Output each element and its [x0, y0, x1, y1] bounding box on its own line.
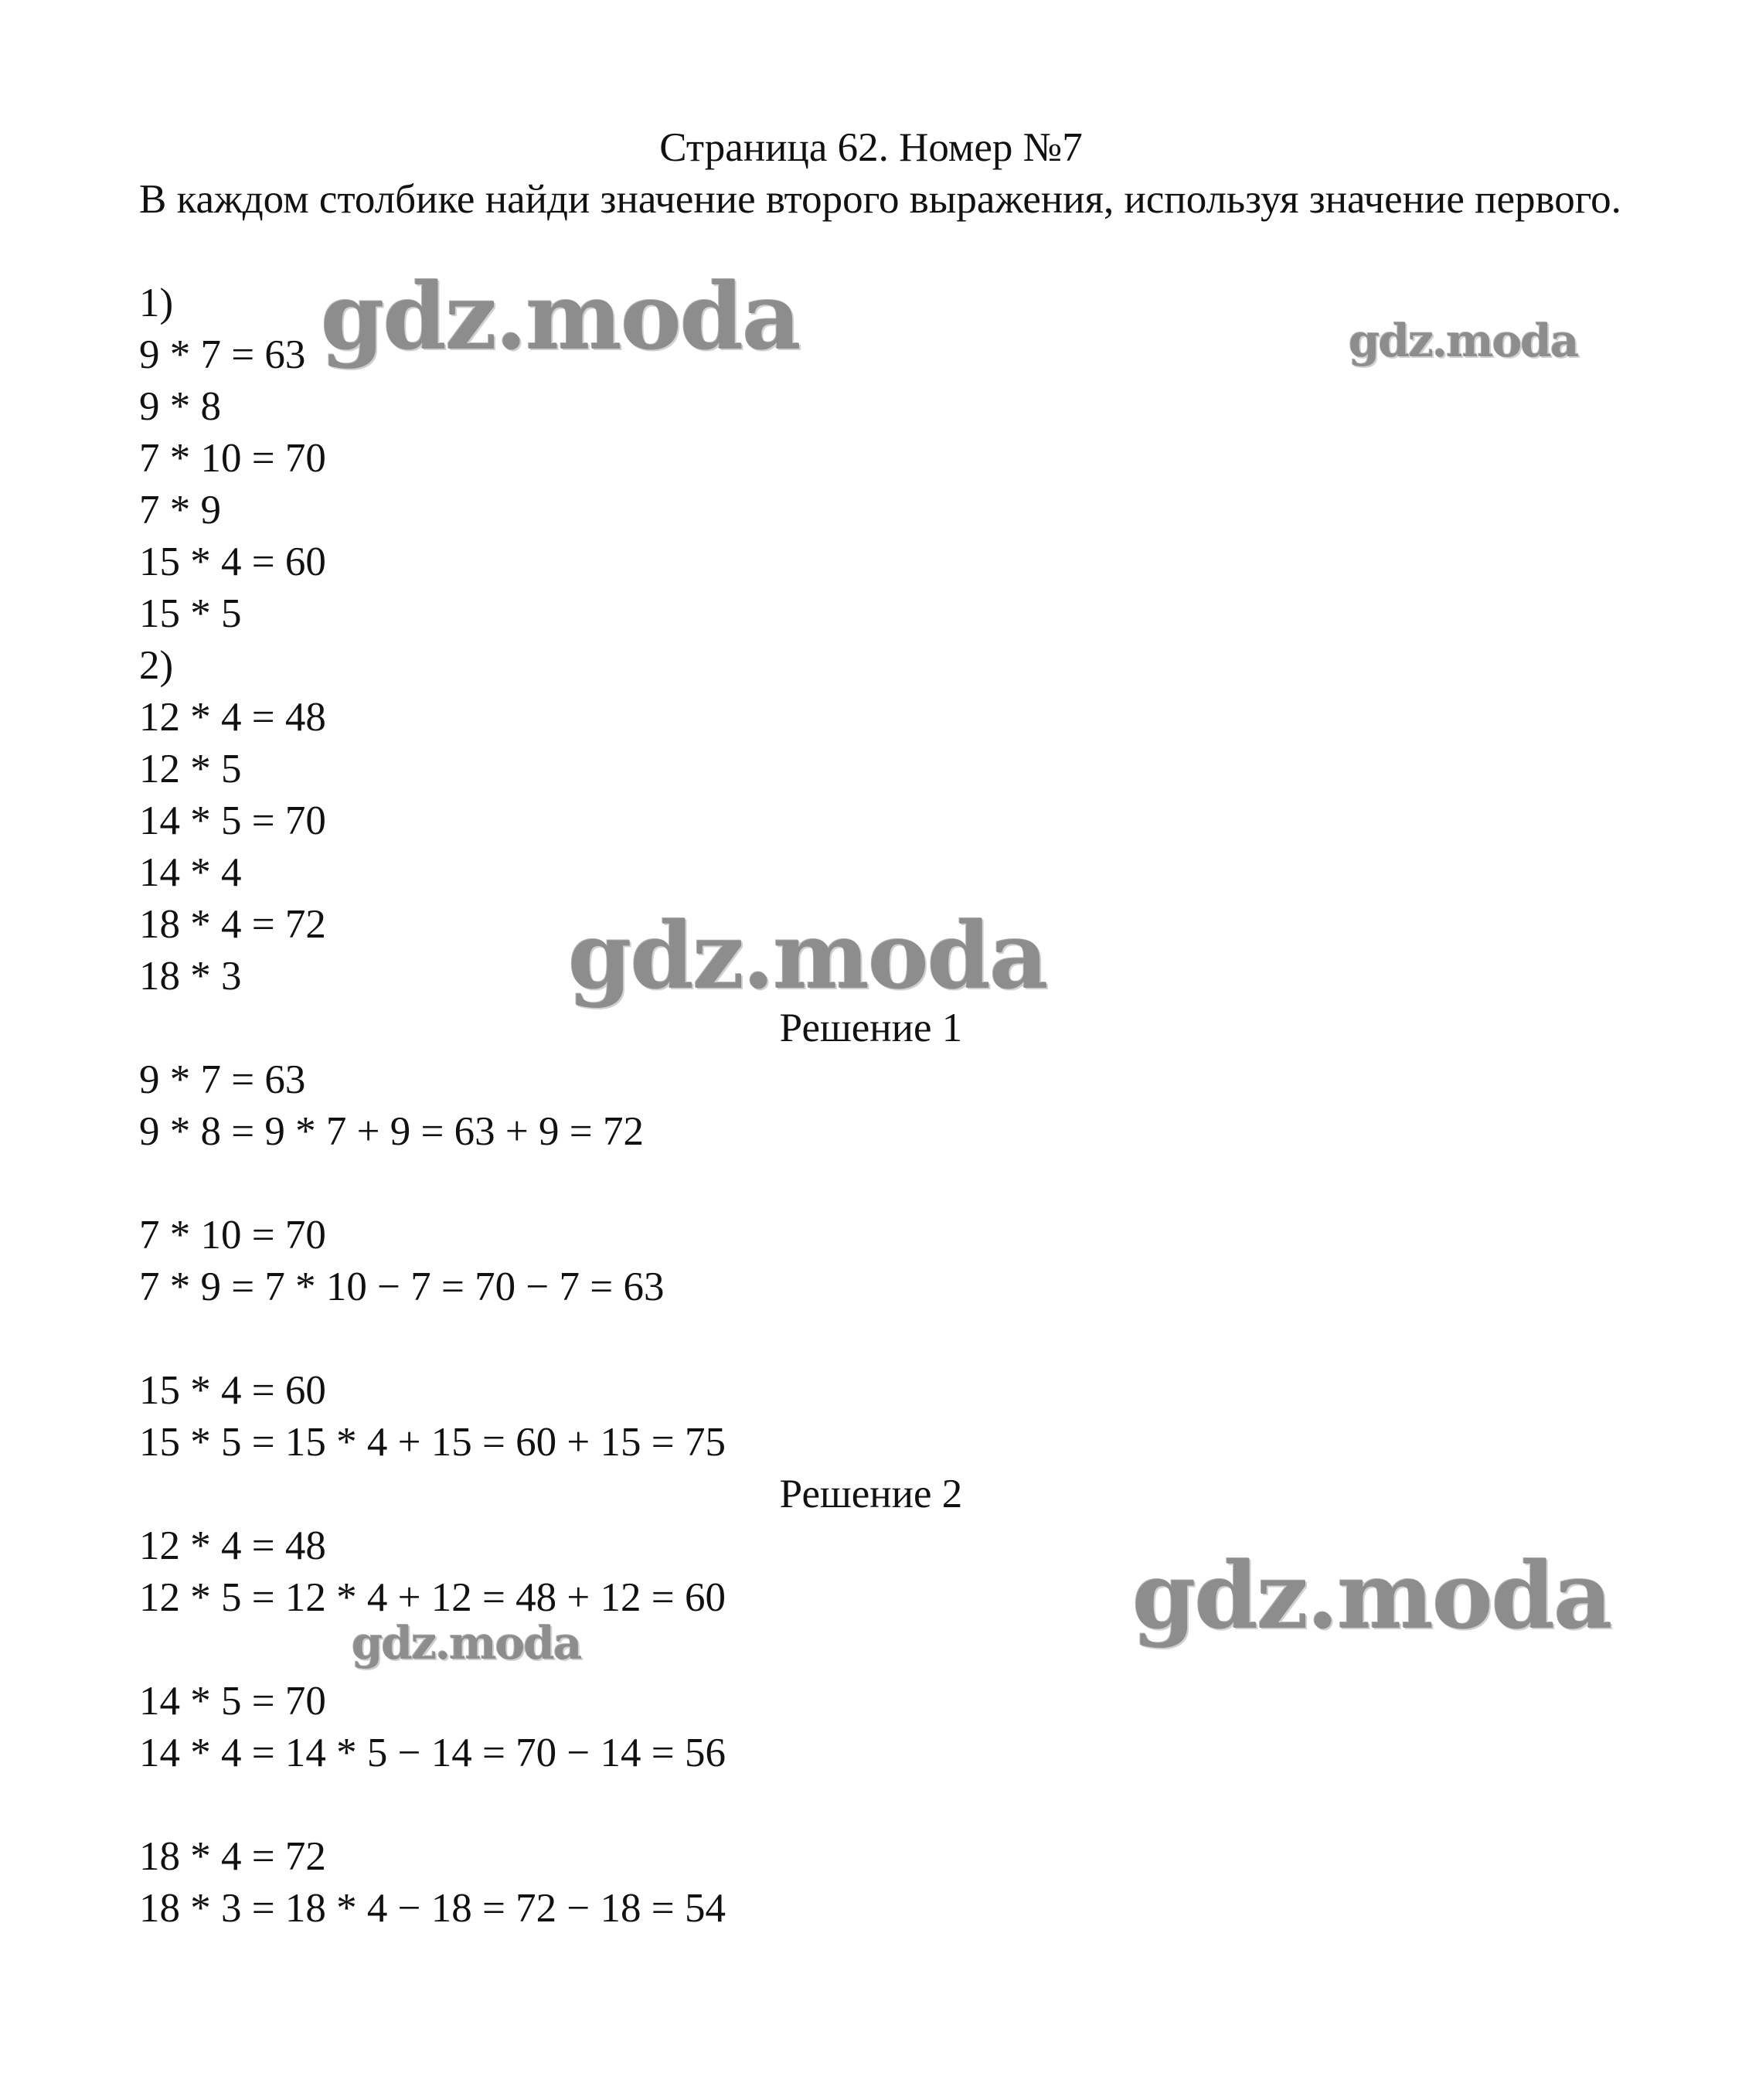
part2-line: 14 * 4	[139, 850, 242, 895]
solution1-heading: Решение 1	[779, 1006, 963, 1050]
watermark-logo: gdz.moda	[352, 1617, 581, 1669]
task-text: В каждом столбике найди значение второго выражения, используя значение первого.	[139, 177, 1621, 222]
part1-line: 15 * 5	[139, 591, 242, 636]
part2-line: 18 * 3	[139, 954, 242, 999]
part1-line: 7 * 10 = 70	[139, 436, 326, 481]
solution2-line: 12 * 5 = 12 * 4 + 12 = 48 + 12 = 60	[139, 1575, 726, 1620]
solution2-heading: Решение 2	[779, 1472, 963, 1516]
part2-line: 18 * 4 = 72	[139, 902, 326, 947]
solution1-line: 15 * 5 = 15 * 4 + 15 = 60 + 15 = 75	[139, 1420, 726, 1465]
part1-line: 7 * 9	[139, 488, 221, 533]
part1-line: 9 * 8	[139, 384, 221, 429]
watermark-logo: gdz.moda	[1132, 1542, 1611, 1649]
solution1-line: 15 * 4 = 60	[139, 1368, 326, 1413]
solution2-line: 18 * 3 = 18 * 4 − 18 = 72 − 18 = 54	[139, 1886, 726, 1931]
part2-line: 14 * 5 = 70	[139, 798, 326, 843]
solution2-line: 18 * 4 = 72	[139, 1834, 326, 1879]
part2-line: 12 * 4 = 48	[139, 695, 326, 740]
part2-line: 12 * 5	[139, 747, 242, 791]
solution1-line: 7 * 9 = 7 * 10 − 7 = 70 − 7 = 63	[139, 1264, 665, 1309]
part1-line: 9 * 7 = 63	[139, 332, 306, 377]
solution2-line: 12 * 4 = 48	[139, 1523, 326, 1568]
solution2-line: 14 * 4 = 14 * 5 − 14 = 70 − 14 = 56	[139, 1731, 726, 1775]
watermark-logo: gdz.moda	[1349, 315, 1578, 367]
watermark-logo: gdz.moda	[321, 263, 800, 370]
part1-label: 1)	[139, 281, 174, 325]
part1-line: 15 * 4 = 60	[139, 539, 326, 584]
solution1-line: 9 * 8 = 9 * 7 + 9 = 63 + 9 = 72	[139, 1109, 644, 1154]
solution2-line: 14 * 5 = 70	[139, 1679, 326, 1724]
page-title: Страница 62. Номер №7	[659, 125, 1083, 170]
watermark-logo: gdz.moda	[568, 902, 1047, 1009]
part2-label: 2)	[139, 643, 174, 688]
solution1-line: 7 * 10 = 70	[139, 1213, 326, 1258]
solution1-line: 9 * 7 = 63	[139, 1057, 306, 1102]
